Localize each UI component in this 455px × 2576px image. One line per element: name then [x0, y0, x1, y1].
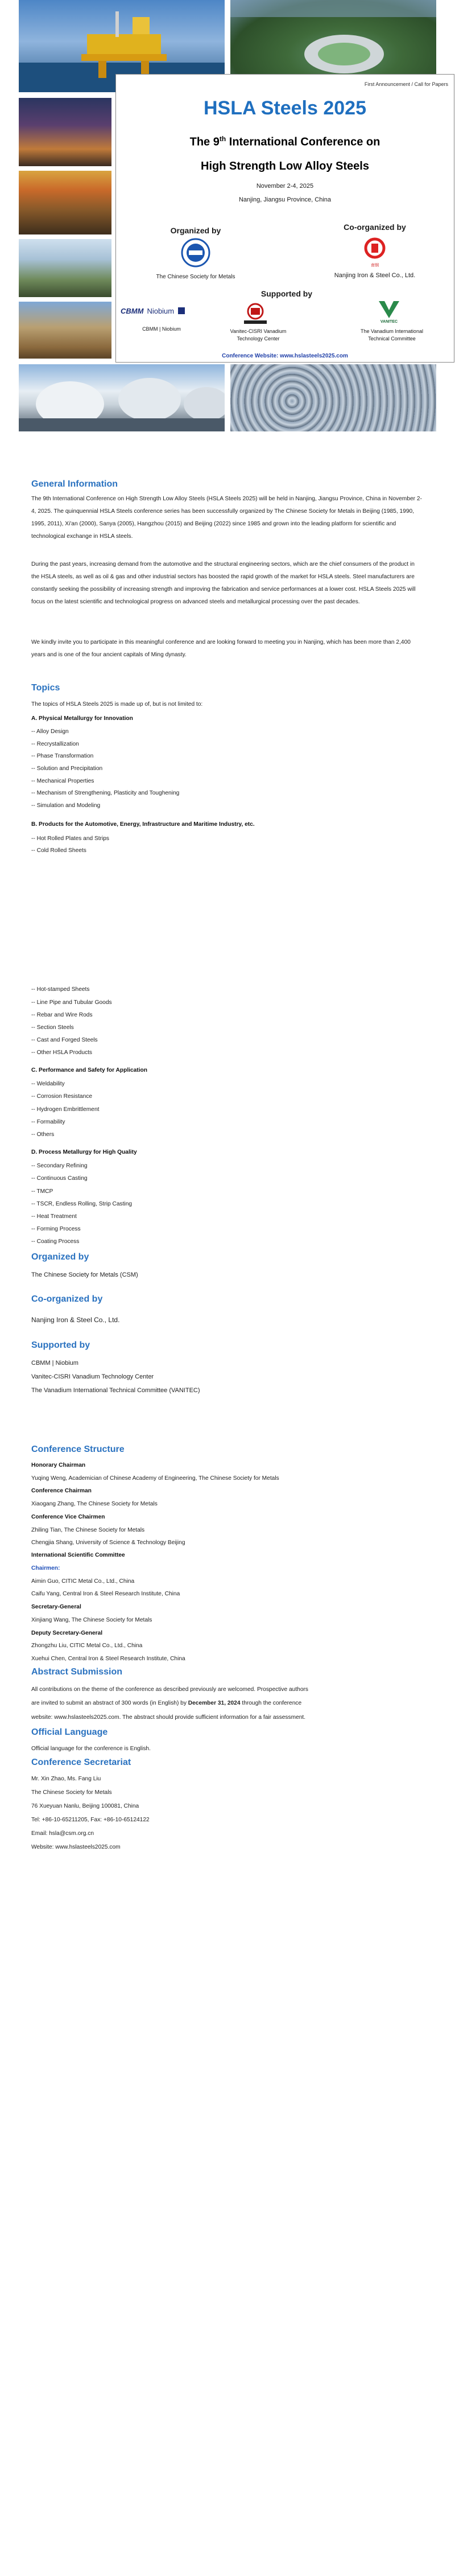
deputy-secretary-label: Deputy Secretary-General	[31, 1630, 103, 1636]
secretariat-line: Email: hsla@csm.org.cn	[31, 1830, 94, 1837]
topic-c-item: -- Others	[31, 1131, 55, 1138]
coorganized-value: Nanjing Iron & Steel Co., Ltd.	[31, 1316, 120, 1324]
topic-b-title: B. Products for the Automotive, Energy, Infrastructure and Maritime Industry, etc.	[31, 821, 255, 828]
secretariat-heading: Conference Secretariat	[31, 1758, 131, 1767]
supported-item: Vanitec-CISRI Vanadium Technology Center	[31, 1373, 154, 1380]
topic-b-item: -- Other HSLA Products	[31, 1050, 93, 1056]
vanitec-logo	[369, 299, 409, 320]
abstract-heading: Abstract Submission	[31, 1667, 123, 1677]
topics-intro: The topics of HSLA Steels 2025 is made up of, but is not limited to:	[31, 701, 203, 707]
storage-tanks-illustration	[19, 364, 225, 431]
autumn-garden-photo	[19, 171, 111, 234]
cbmm-wordmark: CBMM	[121, 306, 144, 315]
topic-d-title: D. Process Metallurgy for High Quality	[31, 1149, 137, 1155]
vice-chairman: Zhiling Tian, The Chinese Society for Metals	[31, 1527, 145, 1533]
topic-a-item: -- Mechanical Properties	[31, 778, 94, 784]
isc-label: International Scientific Committee	[31, 1552, 125, 1558]
topic-a-item: -- Simulation and Modeling	[31, 803, 101, 809]
abstract-line3: website: www.hslasteels2025.com. The abstract should provide sufficient information for a fair assessment.	[31, 1714, 306, 1721]
topic-b-item: -- Cast and Forged Steels	[31, 1037, 98, 1043]
language-heading: Official Language	[31, 1727, 108, 1737]
secretariat-line: The Chinese Society for Metals	[31, 1789, 112, 1796]
general-info-heading: General Information	[31, 479, 118, 489]
topics-heading: Topics	[31, 683, 60, 693]
secretariat-line: Tel: +86-10-65211205, Fax: +86-10-65124122	[31, 1817, 150, 1823]
vice-chairman: Chengjia Shang, University of Science & Technology Beijing	[31, 1540, 185, 1546]
topic-d-item: -- TSCR, Endless Rolling, Strip Casting	[31, 1201, 133, 1207]
organized-by-label: Organized by	[170, 226, 221, 235]
city-wall-photo	[19, 302, 111, 359]
supporter2-name	[218, 328, 298, 343]
abstract-line2	[31, 1700, 301, 1706]
announcement-tag: First Announcement / Call for Papers	[364, 81, 448, 87]
conference-website: Conference Website: www.hslasteels2025.com	[222, 353, 348, 359]
abstract-line2-post: through the conference	[240, 1700, 302, 1706]
topic-c-item: -- Formability	[31, 1119, 65, 1125]
supporter3-name	[349, 328, 435, 343]
secretary-general-label: Secretary-General	[31, 1604, 81, 1610]
supported-item: CBMM | Niobium	[31, 1360, 78, 1367]
supporter3-line1: The Vanadium International	[361, 328, 423, 334]
topic-a-item: -- Phase Transformation	[31, 753, 94, 759]
secretariat-line: Website: www.hslasteels2025.com	[31, 1844, 121, 1850]
conf-sup: th	[219, 135, 226, 143]
cbmm-logo	[121, 303, 189, 318]
conf-line2: High Strength Low Alloy Steels	[201, 159, 369, 172]
niobium-wordmark: Niobium	[147, 306, 175, 315]
honorary-chairman: Yuqing Weng, Academician of Chinese Academy of Engineering, The Chinese Society for Metals	[31, 1475, 279, 1482]
secretariat-line: 76 Xueyuan Nanlu, Beijing 100081, China	[31, 1803, 139, 1809]
coorganizer-name: Nanjing Iron & Steel Co., Ltd.	[334, 272, 416, 279]
conf-suffix: International Conference on	[226, 135, 380, 149]
abstract-deadline: December 31, 2024	[188, 1700, 241, 1706]
isc-chairmen-label: Chairmen:	[31, 1565, 60, 1571]
vanitec-wordmark: VANITEC	[380, 320, 398, 324]
deputy-secretary: Xuehui Chen, Central Iron & Steel Research Institute, China	[31, 1656, 185, 1662]
isc-chairman: Caifu Yang, Central Iron & Steel Research Institute, China	[31, 1591, 180, 1597]
steel-coils-photo	[230, 364, 436, 431]
topic-d-item: -- TMCP	[31, 1188, 53, 1195]
topic-c-item: -- Weldability	[31, 1081, 65, 1087]
supporter2-line1: Vanitec-CISRI Vanadium	[230, 328, 287, 334]
honorary-chairman-label: Honorary Chairman	[31, 1462, 86, 1468]
conference-chairman: Xiaogang Zhang, The Chinese Society for Metals	[31, 1501, 158, 1507]
general-info-p1: The 9th International Conference on High Strength Low Alloy Steels (HSLA Steels 2025) will be held in Nanjing, Jiangsu Province, China in November 2-4, 2025. The quinquennial HSLA Steels conference series has been successfully organized by The Chinese Society for Metals in Beijing (1985, 1990, 1995, 2011), Xi'an (2000), Sanya (2005), Hangzhou (2015) and Beijing (2022) since 1985 and grown into the leading platform for scientific and technological exchange in HSLA steels.	[31, 496, 422, 540]
vice-chairmen-label: Conference Vice Chairmen	[31, 1514, 105, 1520]
conf-prefix: The 9	[189, 135, 220, 149]
general-info-p3: We kindly invite you to participate in this meaningful conference and are looking forward to meeting you in Nanjing, which has been more than 2,400 years and is one of the four ancient capitals of Ming dynasty.	[31, 639, 411, 658]
announcement-box	[115, 74, 454, 363]
topic-b-item: -- Line Pipe and Tubular Goods	[31, 999, 112, 1006]
topic-b-item: -- Section Steels	[31, 1024, 74, 1031]
topic-c-title: C. Performance and Safety for Application	[31, 1067, 147, 1073]
topic-a-item: -- Alloy Design	[31, 729, 69, 735]
abstract-line2-pre: are invited to submit an abstract of 300 words (in English) by	[31, 1700, 188, 1706]
vanitec-cisri-logo	[235, 301, 275, 326]
topic-a-title: A. Physical Metallurgy for Innovation	[31, 715, 133, 722]
event-date: November 2-4, 2025	[256, 183, 314, 190]
supported-item: The Vanadium International Technical Committee (VANITEC)	[31, 1387, 200, 1394]
csm-logo	[180, 237, 212, 269]
topic-c-item: -- Hydrogen Embrittlement	[31, 1106, 100, 1113]
supporter2-line2: Technology Center	[237, 336, 280, 341]
event-title: HSLA Steels 2025	[204, 97, 366, 119]
organized-value: The Chinese Society for Metals (CSM)	[31, 1271, 138, 1278]
storage-tanks-photo	[19, 364, 225, 431]
conference-name	[116, 127, 454, 178]
general-info-p2: During the past years, increasing demand from the automotive and the structural engineering sectors, which are the chief consumers of the product in the HSLA steels, as well as oil & gas and other industrial sectors has boosted the rapid growth of the market for HSLA steels. Steel manufacturers are constantly seeking the possibility of increasing strength and improving the fabrication and service performances at a lower cost. HSLA Steels 2025 will focus on the latest scientific and technological progress on advanced steels and metallurgical processing over the past decades.	[31, 561, 416, 605]
coorganized-heading: Co-organized by	[31, 1294, 103, 1304]
supported-heading: Supported by	[31, 1340, 90, 1350]
topic-a-item: -- Solution and Precipitation	[31, 766, 103, 772]
event-location: Nanjing, Jiangsu Province, China	[238, 196, 332, 203]
topic-b-item: -- Hot-stamped Sheets	[31, 986, 90, 993]
structure-heading: Conference Structure	[31, 1445, 125, 1454]
organized-heading: Organized by	[31, 1252, 89, 1262]
supporter1-name: CBMM | Niobium	[142, 326, 181, 332]
language-value: Official language for the conference is English.	[31, 1746, 151, 1752]
supporter3-line2: Technical Committee	[368, 336, 416, 341]
isc-chairman: Aimin Guo, CITIC Metal Co., Ltd., China	[31, 1578, 135, 1585]
organizer-name: The Chinese Society for Metals	[156, 274, 235, 280]
topic-d-item: -- Heat Treatment	[31, 1213, 77, 1220]
riverside-night-photo	[19, 98, 111, 166]
supported-by-label: Supported by	[260, 289, 313, 298]
villa-photo	[19, 239, 111, 297]
topic-d-item: -- Secondary Refining	[31, 1163, 88, 1169]
secretary-general: Xinjiang Wang, The Chinese Society for Metals	[31, 1617, 152, 1623]
nanjing-steel-logo	[361, 235, 389, 264]
nanjing-steel-logo-text: 南钢	[371, 264, 379, 268]
topic-a-item: -- Recrystallization	[31, 741, 79, 747]
topic-d-item: -- Continuous Casting	[31, 1175, 88, 1182]
deputy-secretary: Zhongzhu Liu, CITIC Metal Co., Ltd., China	[31, 1643, 143, 1649]
topic-a-item: -- Mechanism of Strengthening, Plasticity and Toughening	[31, 790, 180, 796]
abstract-line1: All contributions on the theme of the conference as described previously are welcomed. Prospective authors	[31, 1686, 309, 1693]
topic-c-item: -- Corrosion Resistance	[31, 1093, 93, 1100]
topic-b-item: -- Cold Rolled Sheets	[31, 847, 86, 854]
topic-b-item: -- Hot Rolled Plates and Strips	[31, 836, 110, 842]
topic-d-item: -- Coating Process	[31, 1238, 80, 1245]
coorganized-by-label: Co-organized by	[344, 223, 406, 232]
topic-b-item: -- Rebar and Wire Rods	[31, 1012, 93, 1018]
topic-d-item: -- Forming Process	[31, 1226, 81, 1232]
secretariat-line: Mr. Xin Zhao, Ms. Fang Liu	[31, 1776, 101, 1782]
conference-chairman-label: Conference Chairman	[31, 1488, 92, 1494]
